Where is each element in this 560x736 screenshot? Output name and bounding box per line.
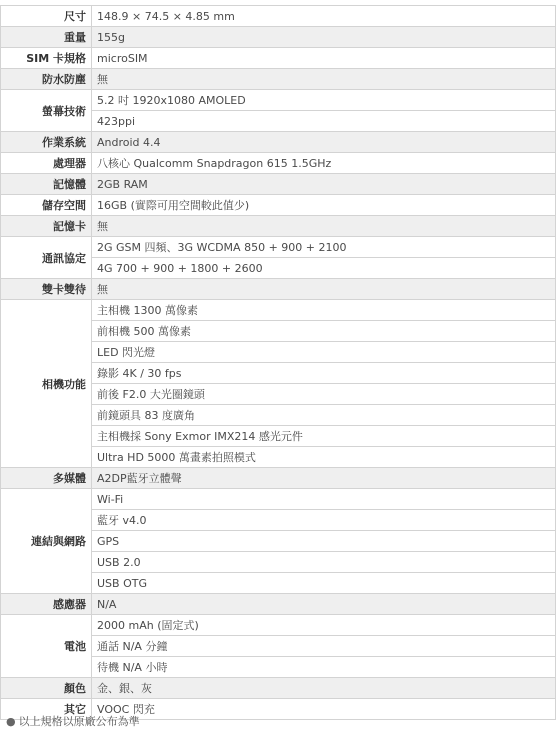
spec-row: [1, 90, 556, 111]
spec-value: 前相機 500 萬像素: [92, 321, 556, 342]
spec-value: 2G GSM 四頻、3G WCDMA 850 + 900 + 2100: [92, 237, 556, 258]
spec-label: 作業系統: [1, 132, 92, 153]
spec-value: 錄影 4K / 30 fps: [92, 363, 556, 384]
bullet-icon: ●: [6, 715, 16, 728]
spec-value: 八核心 Qualcomm Snapdragon 615 1.5GHz: [92, 153, 556, 174]
spec-label: SIM 卡規格: [1, 48, 92, 69]
spec-row: [1, 69, 556, 90]
spec-value: USB 2.0: [92, 552, 556, 573]
spec-value: 155g: [92, 27, 556, 48]
spec-value: USB OTG: [92, 573, 556, 594]
spec-value: N/A: [92, 594, 556, 615]
spec-value: 無: [92, 216, 556, 237]
footnote: [6, 713, 140, 729]
spec-label: 儲存空間: [1, 195, 92, 216]
spec-label: 尺寸: [1, 6, 92, 27]
spec-row: [1, 615, 556, 636]
spec-label: 螢幕技術: [1, 90, 92, 132]
spec-label: 處理器: [1, 153, 92, 174]
spec-value: 148.9 × 74.5 × 4.85 mm: [92, 6, 556, 27]
spec-value: 主相機 1300 萬像素: [92, 300, 556, 321]
spec-value: 金、銀、灰: [92, 678, 556, 699]
spec-value: 主相機採 Sony Exmor IMX214 感光元件: [92, 426, 556, 447]
spec-value: Ultra HD 5000 萬畫素拍照模式: [92, 447, 556, 468]
spec-row: [1, 279, 556, 300]
spec-label: 記憶體: [1, 174, 92, 195]
spec-value: 2GB RAM: [92, 174, 556, 195]
spec-value: 待機 N/A 小時: [92, 657, 556, 678]
spec-label: 感應器: [1, 594, 92, 615]
spec-value: 通話 N/A 分鐘: [92, 636, 556, 657]
spec-row: [1, 678, 556, 699]
spec-row: [1, 27, 556, 48]
spec-label: 相機功能: [1, 300, 92, 468]
spec-row: [1, 237, 556, 258]
spec-row: [1, 174, 556, 195]
spec-label: 記憶卡: [1, 216, 92, 237]
spec-value: GPS: [92, 531, 556, 552]
spec-row: [1, 132, 556, 153]
spec-label: 雙卡雙待: [1, 279, 92, 300]
spec-value: Android 4.4: [92, 132, 556, 153]
spec-row: [1, 489, 556, 510]
spec-row: [1, 594, 556, 615]
spec-value: 前鏡頭具 83 度廣角: [92, 405, 556, 426]
spec-table: [0, 5, 556, 720]
spec-value: 無: [92, 279, 556, 300]
spec-label: 其它: [1, 699, 92, 720]
spec-value: 2000 mAh (固定式): [92, 615, 556, 636]
spec-value: microSIM: [92, 48, 556, 69]
spec-row: [1, 468, 556, 489]
spec-row: [1, 195, 556, 216]
spec-value: VOOC 閃充: [92, 699, 556, 720]
spec-label: 多媒體: [1, 468, 92, 489]
spec-label: 通訊協定: [1, 237, 92, 279]
spec-row: [1, 216, 556, 237]
spec-table-body: [1, 6, 556, 720]
spec-value: Wi-Fi: [92, 489, 556, 510]
spec-label: 重量: [1, 27, 92, 48]
spec-label: 顏色: [1, 678, 92, 699]
spec-label: 防水防塵: [1, 69, 92, 90]
spec-value: 5.2 吋 1920x1080 AMOLED: [92, 90, 556, 111]
spec-label: 連結與網路: [1, 489, 92, 594]
spec-value: 16GB (實際可用空間較此值少): [92, 195, 556, 216]
spec-value: 無: [92, 69, 556, 90]
spec-label: 電池: [1, 615, 92, 678]
spec-row: [1, 300, 556, 321]
spec-row: [1, 48, 556, 69]
spec-row: [1, 153, 556, 174]
spec-value: 藍牙 v4.0: [92, 510, 556, 531]
spec-row: [1, 6, 556, 27]
spec-value: 前後 F2.0 大光圈鏡頭: [92, 384, 556, 405]
spec-value: 4G 700 + 900 + 1800 + 2600: [92, 258, 556, 279]
footnote-text: 以上規格以原廠公布為準: [18, 715, 140, 728]
spec-value: 423ppi: [92, 111, 556, 132]
spec-value: LED 閃光燈: [92, 342, 556, 363]
spec-value: A2DP藍牙立體聲: [92, 468, 556, 489]
